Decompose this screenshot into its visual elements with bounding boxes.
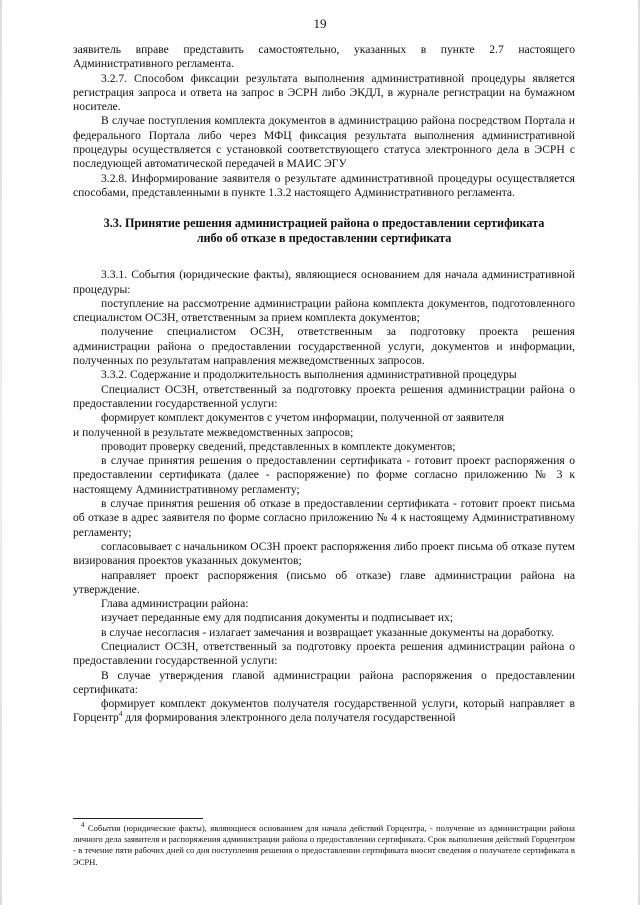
paragraph: в случае принятия решения об отказе в предоставлении сертификата - готовит проект письма об отказе в адрес заявителя по форме согласно приложению № 4 к настоящему Административному регламенту;: [73, 497, 575, 539]
section-heading-line: 3.3. Принятие решения администрацией района о предоставлении сертификата: [103, 216, 545, 231]
footnote-marker: 4: [81, 821, 85, 830]
footnote-ref: 4: [118, 710, 123, 719]
paragraph-text: формирует комплект документов получателя государственной услуги, который направляет в Горцентр: [73, 697, 575, 725]
paragraph: проводит проверку сведений, представленных в комплекте документов;: [101, 439, 456, 453]
paragraph: 3.2.7. Способом фиксации результата выполнения административной процедуры является регистрация запроса и ответа на запрос в ЭСРН либо ЭКДЛ, в журнале регистрации на бумажном носителе.: [73, 71, 575, 114]
paragraph: 3.2.8. Информирование заявителя о результате административной процедуры осуществляется способами, представленными в пункте 1.3.2 настоящего Административного регламента.: [73, 171, 575, 199]
section-heading-line: либо об отказе в предоставлении сертификата: [196, 231, 452, 246]
paragraph: направляет проект распоряжения (письмо об отказе) главе администрации района на утверждение.: [73, 568, 575, 596]
paragraph: изучает переданные ему для подписания документы и подписывает их;: [101, 611, 454, 625]
paragraph: 3.3.2. Содержание и продолжительность выполнения административной процедуры: [101, 368, 517, 382]
paragraph: поступление на рассмотрение администрации района комплекта документов, подготовленного специалистом ОСЗН, ответственным за прием комплекта документов;: [73, 296, 575, 325]
footnote: [73, 823, 575, 868]
paragraph: получение специалистом ОСЗН, ответственным за подготовку проекта решения администрации района о предоставлении государственной услуги, документов и информации, полученных по результатам направления межведомственных запросов.: [73, 325, 575, 368]
footnote-text: События (юридические факты), являющиеся основанием для начала действий Горцентра, - получение из администрации района личного дела заявителя и распоряжения администрации района о предоставлении сертификата. Срок выполнения действий Горцентром - в течение пяти рабочих дней со дня поступления решения о предоставлении сертификата вносит сведения о получателе сертификата в ЭСРН.: [73, 823, 575, 867]
paragraph-text: для формирования электронного дела получателя государственной: [122, 711, 456, 725]
paragraph: заявитель вправе представить самостоятельно, указанных в пункте 2.7 настоящего Административного регламента.: [73, 43, 575, 71]
paragraph: Специалист ОСЗН, ответственный за подготовку проекта решения администрации района о предоставлении государственной услуги:: [73, 382, 575, 410]
paragraph: и полученной в результате межведомственных запросов;: [73, 425, 354, 439]
section-heading: [73, 216, 575, 246]
paragraph: в случае принятия решения о предоставлении сертификата - готовит проект распоряжения о предоставлении сертификата (далее - распоряжение) по форме согласно приложению № 3 к настоящему Административному регламенту;: [73, 454, 575, 496]
paragraph: Специалист ОСЗН, ответственный за подготовку проекта решения администрации района о предоставлении государственной услуги:: [73, 639, 575, 668]
paragraph: Глава администрации района:: [101, 597, 249, 611]
paragraph: в случае несогласия - излагает замечания и возвращает указанные документы на доработку.: [101, 625, 554, 639]
paragraph: В случае поступления комплекта документов в администрацию района посредством Портала и федерального Портала либо через МФЦ фиксация результата выполнения административной процедуры осуществляется с установкой соответствующего статуса электронного дела в ЭСРН с последующей автоматической передачей в МАИС ЭГУ: [73, 114, 575, 171]
page-number: 19: [313, 16, 327, 31]
footnote-divider: [73, 818, 203, 819]
paragraph: В случае утверждения главой администрации района распоряжения о предоставлении сертификата:: [73, 668, 575, 696]
paragraph: согласовывает с начальником ОСЗН проект распоряжения либо проект письма об отказе путем визирования проектов указанных документов;: [73, 539, 575, 568]
paragraph-with-footnote-ref: [73, 697, 575, 726]
paragraph: 3.3.1. События (юридические факты), являющиеся основанием для начала административной процедуры:: [73, 268, 575, 296]
paragraph: формирует комплект документов с учетом информации, полученной от заявителя: [101, 411, 505, 425]
document-body: [73, 43, 575, 726]
scan-left-edge: [0, 0, 2, 905]
